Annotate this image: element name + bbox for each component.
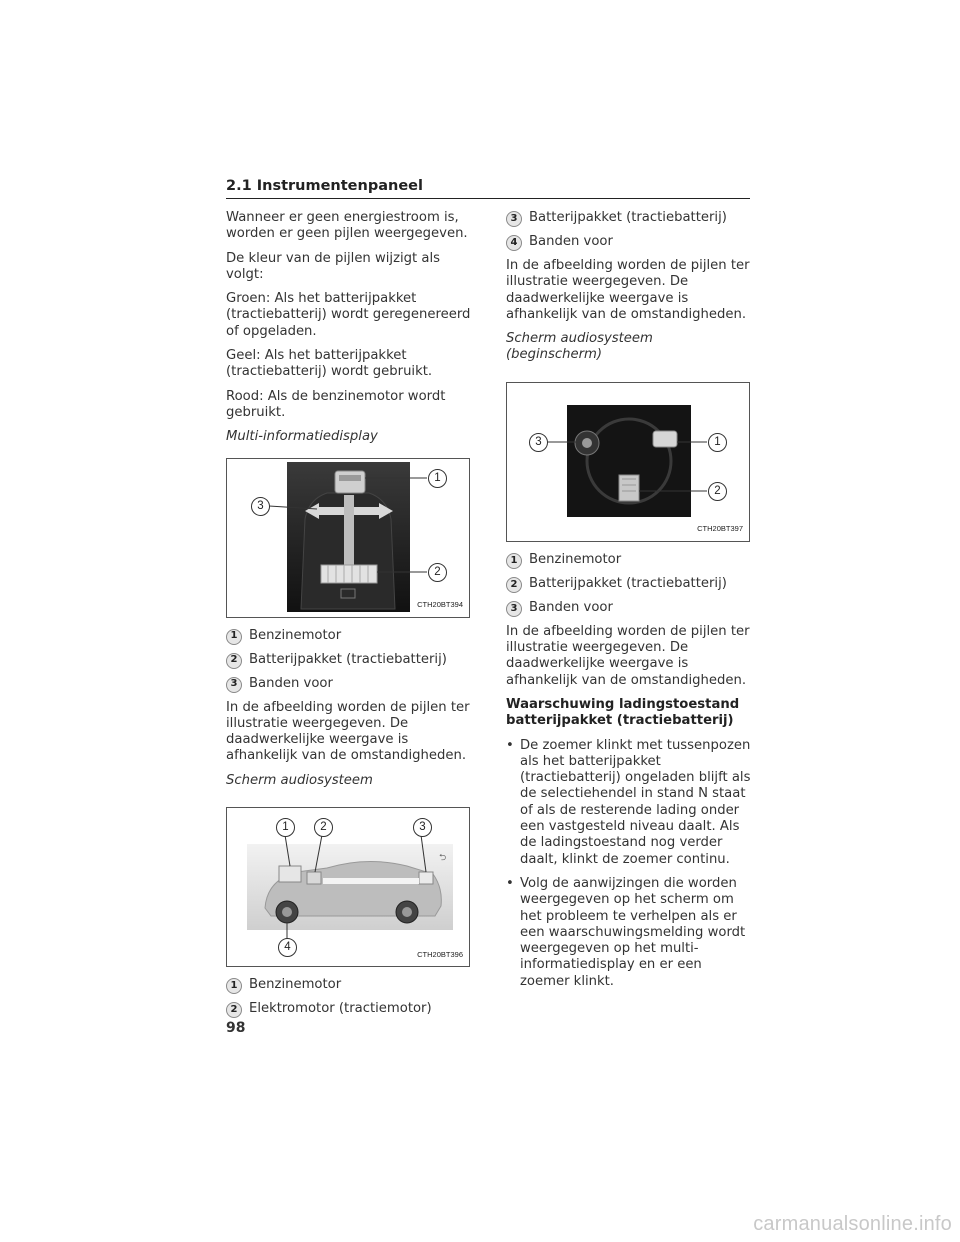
subheading-multi-info: Multi-informatiedisplay (226, 429, 378, 445)
number-badge: 2 (506, 577, 522, 593)
paragraph: Geel: Als het batterijpakket (tractiebatterij) wordt gebruikt. (226, 348, 433, 380)
paragraph: In de afbeelding worden de pijlen ter illustratie weergegeven. De daadwerkelijke weergave is afhankelijk van de omstandigheden. (226, 699, 470, 764)
legend-item (506, 600, 752, 617)
page-number: 98 (226, 1020, 246, 1036)
left-column (226, 210, 476, 1025)
number-badge: 3 (506, 601, 522, 617)
legend-item (506, 552, 752, 569)
legend-item (506, 576, 752, 593)
number-badge: 1 (226, 629, 242, 645)
legend-item (226, 628, 476, 645)
legend-item (226, 652, 476, 669)
number-badge: 3 (506, 211, 522, 227)
legend-text: Banden voor (529, 234, 613, 249)
legend-text: Banden voor (249, 675, 333, 691)
legend-text: Benzinemotor (529, 551, 622, 567)
number-badge: 1 (506, 553, 522, 569)
watermark: carmanualsonline.info (753, 1213, 952, 1235)
figure-code: CTH20BT396 (417, 949, 463, 959)
callout-3: 3 (529, 433, 548, 452)
bullet-text: De zoemer klinkt met tussenpozen als het batterijpakket (tractiebatterij) ongeladen blijft als de selectiehendel in stand N staat of als de resterende lading onder een vastgesteld niveau daalt. Als de ladingstoestand nog verder daalt, klinkt de zoemer continu. (520, 737, 751, 867)
number-badge: 2 (226, 1002, 242, 1018)
number-badge: 2 (226, 653, 242, 669)
callout-2: 2 (428, 563, 447, 582)
figure-multi-info-display (226, 458, 470, 618)
paragraph: In de afbeelding worden de pijlen ter illustratie weergegeven. De daadwerkelijke weergave is afhankelijk van de omstandigheden. (506, 258, 750, 322)
bullet-icon: • (506, 875, 514, 891)
bullet-item (506, 738, 752, 868)
legend-text: Benzinemotor (249, 977, 342, 993)
warning-heading: Waarschuwing ladingstoestand batterijpakket (tractiebatterij) (506, 696, 740, 729)
legend-item (226, 676, 476, 693)
figure-code: CTH20BT397 (697, 524, 743, 534)
number-badge: 1 (226, 978, 242, 994)
legend-text: Batterijpakket (tractiebatterij) (249, 651, 447, 667)
callout-3: 3 (251, 497, 270, 516)
paragraph: Wanneer er geen energiestroom is, worden er geen pijlen weergegeven. (226, 210, 468, 242)
car-energy-illustration (227, 808, 469, 966)
legend-text: Banden voor (529, 599, 613, 615)
callout-2: 2 (314, 818, 333, 837)
callout-2: 2 (708, 482, 727, 501)
callout-4: 4 (278, 938, 297, 957)
callout-1: 1 (276, 818, 295, 837)
legend-item (226, 1001, 476, 1018)
legend-item (506, 234, 752, 251)
bullet-icon: • (506, 737, 514, 753)
legend-text: Batterijpakket (tractiebatterij) (529, 575, 727, 591)
legend-text: Benzinemotor (249, 627, 342, 643)
figure-audio-screen (226, 807, 470, 967)
number-badge: 3 (226, 677, 242, 693)
number-badge: 4 (506, 235, 522, 251)
bullet-item (506, 876, 752, 990)
home-energy-illustration (507, 383, 749, 541)
bullet-text: Volg de aanwijzingen die worden weergegeven op het scherm om het probleem te verhelpen als er een waarschuwingsmelding wordt weergegeven op het multi-informatiedisplay en er een zoemer klinkt. (520, 875, 746, 989)
section-header: 2.1 Instrumentenpaneel (226, 178, 750, 199)
paragraph: Groen: Als het batterijpakket (tractiebatterij) wordt geregenereerd of opgeladen. (226, 291, 471, 339)
subheading-audio: Scherm audiosysteem (226, 772, 373, 788)
callout-1: 1 (708, 433, 727, 452)
legend-text: Batterijpakket (tractiebatterij) (529, 210, 727, 225)
figure-home-screen (506, 382, 750, 542)
right-column (506, 210, 752, 998)
callout-1: 1 (428, 469, 447, 488)
callout-3: 3 (413, 818, 432, 837)
svg-text:⮌: ⮌ (439, 853, 447, 864)
paragraph: De kleur van de pijlen wijzigt als volgt: (226, 250, 441, 282)
figure-code: CTH20BT394 (417, 600, 463, 610)
legend-item (506, 210, 752, 227)
legend-text: Elektromotor (tractiemotor) (249, 1001, 432, 1017)
subheading-home: Scherm audiosysteem (beginscherm) (506, 331, 653, 363)
paragraph: In de afbeelding worden de pijlen ter illustratie weergegeven. De daadwerkelijke weergave is afhankelijk van de omstandigheden. (506, 623, 750, 688)
legend-item (226, 977, 476, 994)
paragraph: Rood: Als de benzinemotor wordt gebruikt. (226, 388, 446, 420)
